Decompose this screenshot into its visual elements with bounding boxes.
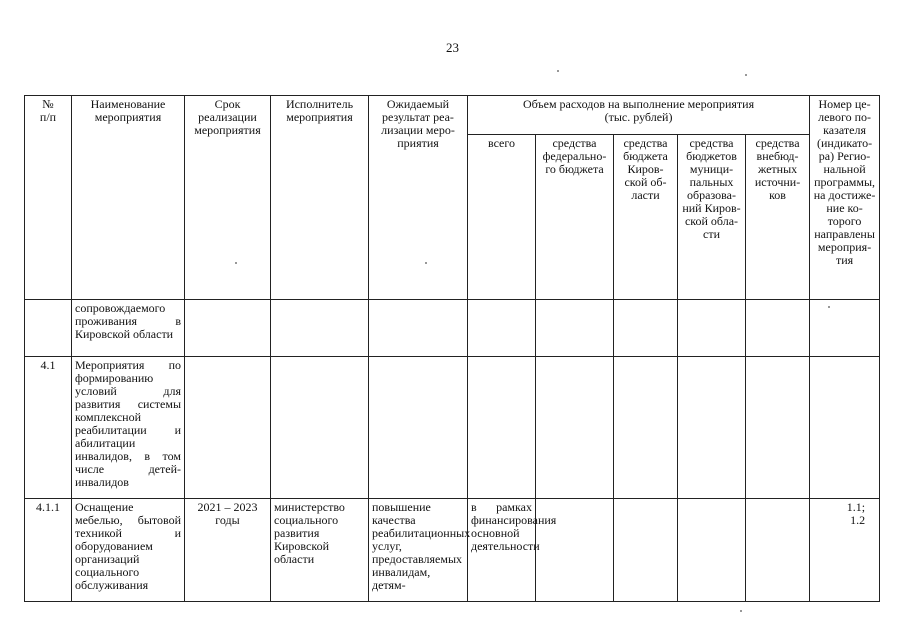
page-number: 23 — [446, 40, 459, 55]
header-row — [25, 96, 880, 135]
scan-speck — [740, 610, 742, 612]
cell-name: Оснащение мебелью, бытовой техникой и оборудованием организаций социального обслуживания — [72, 499, 185, 602]
cell-total — [468, 300, 536, 357]
cell-indicator — [810, 300, 880, 357]
cell-extra — [746, 300, 810, 357]
expenses-table — [24, 95, 880, 602]
table-row — [25, 499, 880, 602]
cell-regional — [614, 300, 678, 357]
table-row — [25, 300, 880, 357]
cell-name: Мероприятия по формированию условий для развития системы комплексной реабилитации и абилитации инвалидов, в том числе детей-инвалидов — [72, 357, 185, 499]
cell-total: в рамках финансирования основной деятельности — [468, 499, 536, 602]
header-term: Срок реализации мероприятия — [185, 96, 271, 300]
cell-term — [185, 300, 271, 357]
cell-term: 2021 – 2023 годы — [185, 499, 271, 602]
header-regional: средства бюджета Киров- ской об- ласти — [614, 135, 678, 300]
scan-speck — [745, 74, 747, 76]
header-extra: средства внебюд- жетных источни- ков — [746, 135, 810, 300]
cell-extra — [746, 357, 810, 499]
cell-result: повышение качества реабилитационных услуг, предоставляемых инвалидам, детям- — [369, 499, 468, 602]
cell-num: 4.1 — [25, 357, 72, 499]
cell-municipal — [678, 357, 746, 499]
header-name: Наименование мероприятия — [72, 96, 185, 300]
cell-term — [185, 357, 271, 499]
scan-speck — [235, 262, 237, 264]
cell-name: сопровождаемого проживания в Кировской области — [72, 300, 185, 357]
scan-speck — [557, 70, 559, 72]
cell-result — [369, 300, 468, 357]
cell-federal — [536, 357, 614, 499]
cell-regional — [614, 499, 678, 602]
header-federal: средства федерально- го бюджета — [536, 135, 614, 300]
scan-speck — [828, 306, 830, 308]
cell-executor: министерство социального развития Кировской области — [271, 499, 369, 602]
cell-executor — [271, 357, 369, 499]
header-indicator: Номер це- левого по- казателя (индикато- ра) Регио- нальной программы, на достиже- ние ко- торого направлены мероприя- тия — [810, 96, 880, 300]
cell-indicator — [810, 357, 880, 499]
cell-result — [369, 357, 468, 499]
cell-federal — [536, 300, 614, 357]
table-row — [25, 357, 880, 499]
header-expenses: Объем расходов на выполнение мероприятия (тыс. рублей) — [468, 96, 810, 135]
header-result: Ожидаемый результат реа- лизации меро- приятия — [369, 96, 468, 300]
cell-municipal — [678, 300, 746, 357]
header-total: всего — [468, 135, 536, 300]
scan-speck — [425, 262, 427, 264]
cell-regional — [614, 357, 678, 499]
cell-extra — [746, 499, 810, 602]
header-municipal: средства бюджетов муници- пальных образова- ний Киров- ской обла- сти — [678, 135, 746, 300]
cell-indicator: 1.1; 1.2 — [810, 499, 880, 602]
cell-municipal — [678, 499, 746, 602]
header-executor: Исполнитель мероприятия — [271, 96, 369, 300]
header-num: № п/п — [25, 96, 72, 300]
cell-num: 4.1.1 — [25, 499, 72, 602]
cell-executor — [271, 300, 369, 357]
cell-num — [25, 300, 72, 357]
cell-total — [468, 357, 536, 499]
